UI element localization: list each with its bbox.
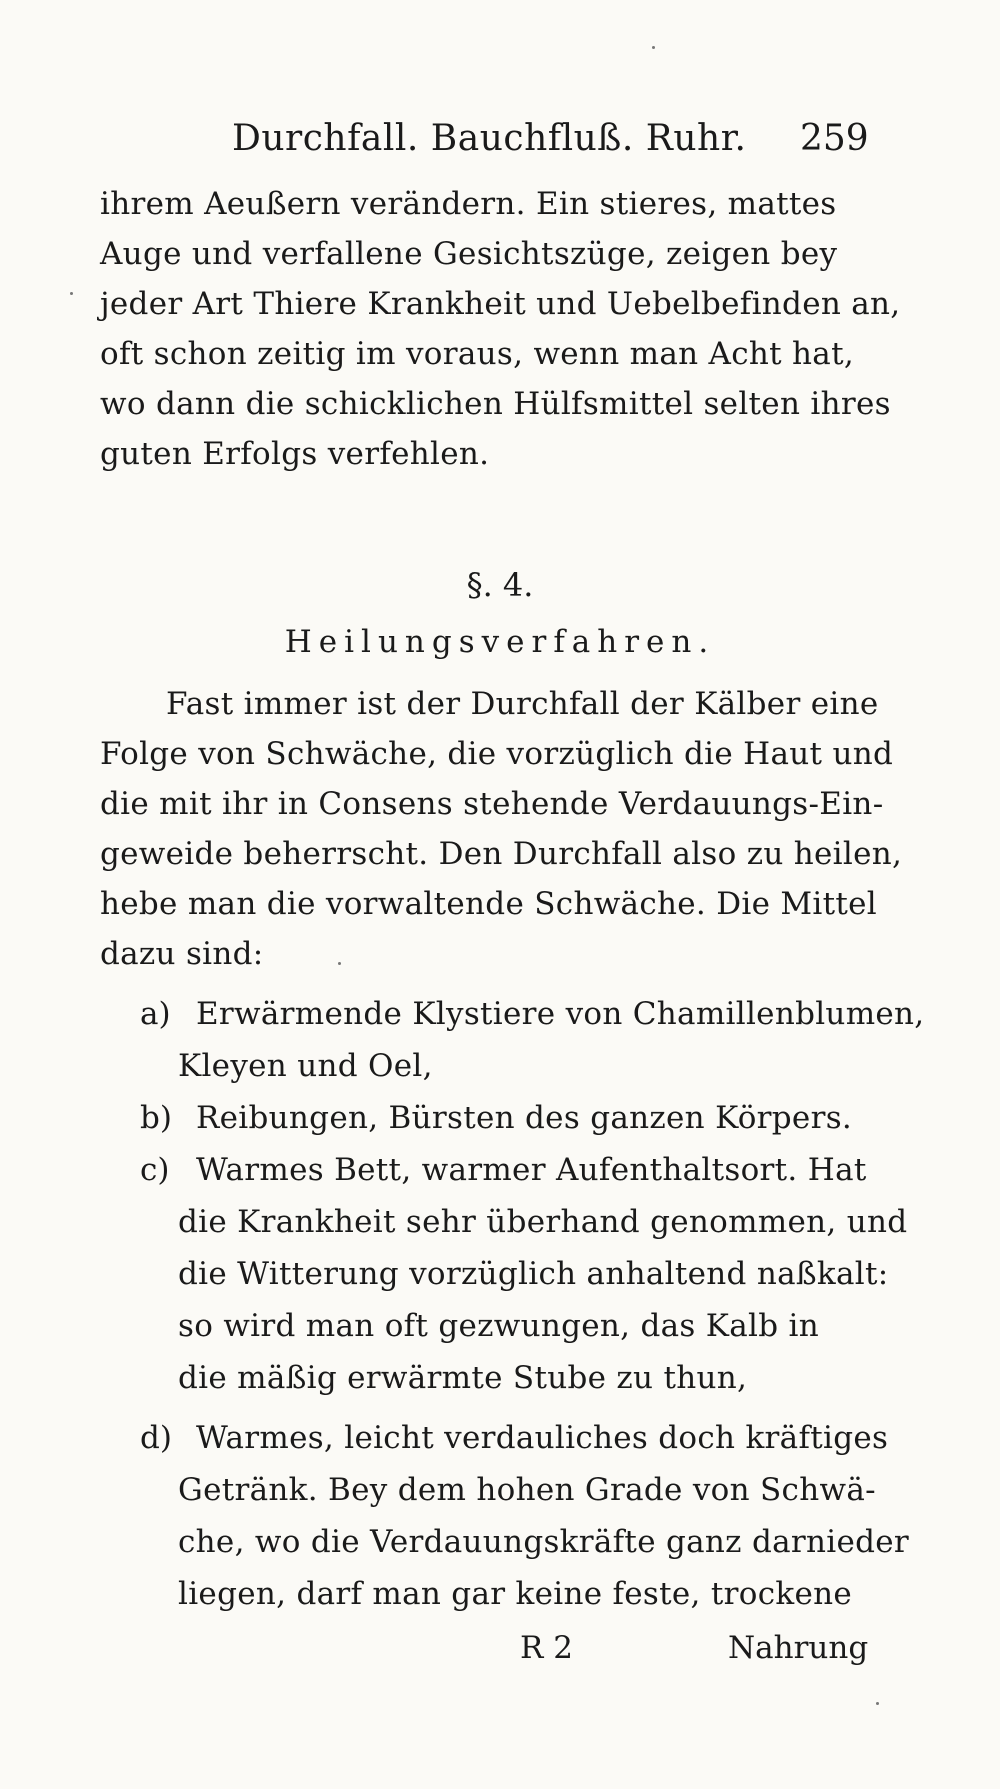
text-line: Auge und verfallene Gesichtszüge, zeigen bey: [100, 236, 838, 272]
text-line: ihrem Aeußern verändern. Ein stieres, mattes: [100, 186, 837, 222]
list-item-line: die Witterung vorzüglich anhaltend naßkalt:: [178, 1256, 889, 1292]
list-item-line: Reibungen, Bürsten des ganzen Körpers.: [196, 1100, 853, 1136]
paper-speck: [652, 46, 655, 49]
catchword: Nahrung: [728, 1630, 869, 1666]
list-item-label: b): [140, 1100, 172, 1136]
list-item-line: Kleyen und Oel,: [178, 1048, 433, 1084]
text-line: oft schon zeitig im voraus, wenn man Acht hat,: [100, 336, 855, 372]
list-item-line: die mäßig erwärmte Stube zu thun,: [178, 1360, 748, 1396]
list-item-label: a): [140, 996, 171, 1032]
text-line: jeder Art Thiere Krankheit und Uebelbefinden an,: [100, 286, 901, 322]
paper-speck: [70, 292, 73, 295]
list-item-label: d): [140, 1420, 172, 1456]
text-line: Folge von Schwäche, die vorzüglich die Haut und: [100, 736, 894, 772]
paper-speck: [338, 962, 341, 965]
list-item-line: Erwärmende Klystiere von Chamillenblumen,: [196, 996, 925, 1032]
running-title: Durchfall. Bauchfluß. Ruhr.: [232, 118, 747, 159]
list-item-label: c): [140, 1152, 170, 1188]
list-item-line: so wird man oft gezwungen, das Kalb in: [178, 1308, 820, 1344]
list-item-line: Warmes Bett, warmer Aufenthaltsort. Hat: [196, 1152, 867, 1188]
text-line: geweide beherrscht. Den Durchfall also zu heilen,: [100, 836, 903, 872]
text-line: Fast immer ist der Durchfall der Kälber eine: [166, 686, 879, 722]
paper-speck: [876, 1702, 879, 1705]
text-line: wo dann die schicklichen Hülfsmittel selten ihres: [100, 386, 891, 422]
list-item-line: liegen, darf man gar keine feste, trockene: [178, 1576, 852, 1612]
list-item-line: che, wo die Verdauungskräfte ganz darnieder: [178, 1524, 910, 1560]
text-line: guten Erfolgs verfehlen.: [100, 436, 490, 472]
text-line: dazu sind:: [100, 936, 264, 972]
text-line: die mit ihr in Consens stehende Verdauungs-Ein-: [100, 786, 884, 822]
list-item-line: Warmes, leicht verdauliches doch kräftiges: [196, 1420, 889, 1456]
text-line: hebe man die vorwaltende Schwäche. Die Mittel: [100, 886, 878, 922]
list-item-line: die Krankheit sehr überhand genommen, und: [178, 1204, 908, 1240]
signature-mark: R 2: [520, 1630, 573, 1666]
section-heading: Heilungsverfahren.: [284, 624, 716, 660]
list-item-line: Getränk. Bey dem hohen Grade von Schwä-: [178, 1472, 876, 1508]
section-number: §. 4.: [466, 566, 534, 604]
page-number: 259: [800, 118, 869, 159]
